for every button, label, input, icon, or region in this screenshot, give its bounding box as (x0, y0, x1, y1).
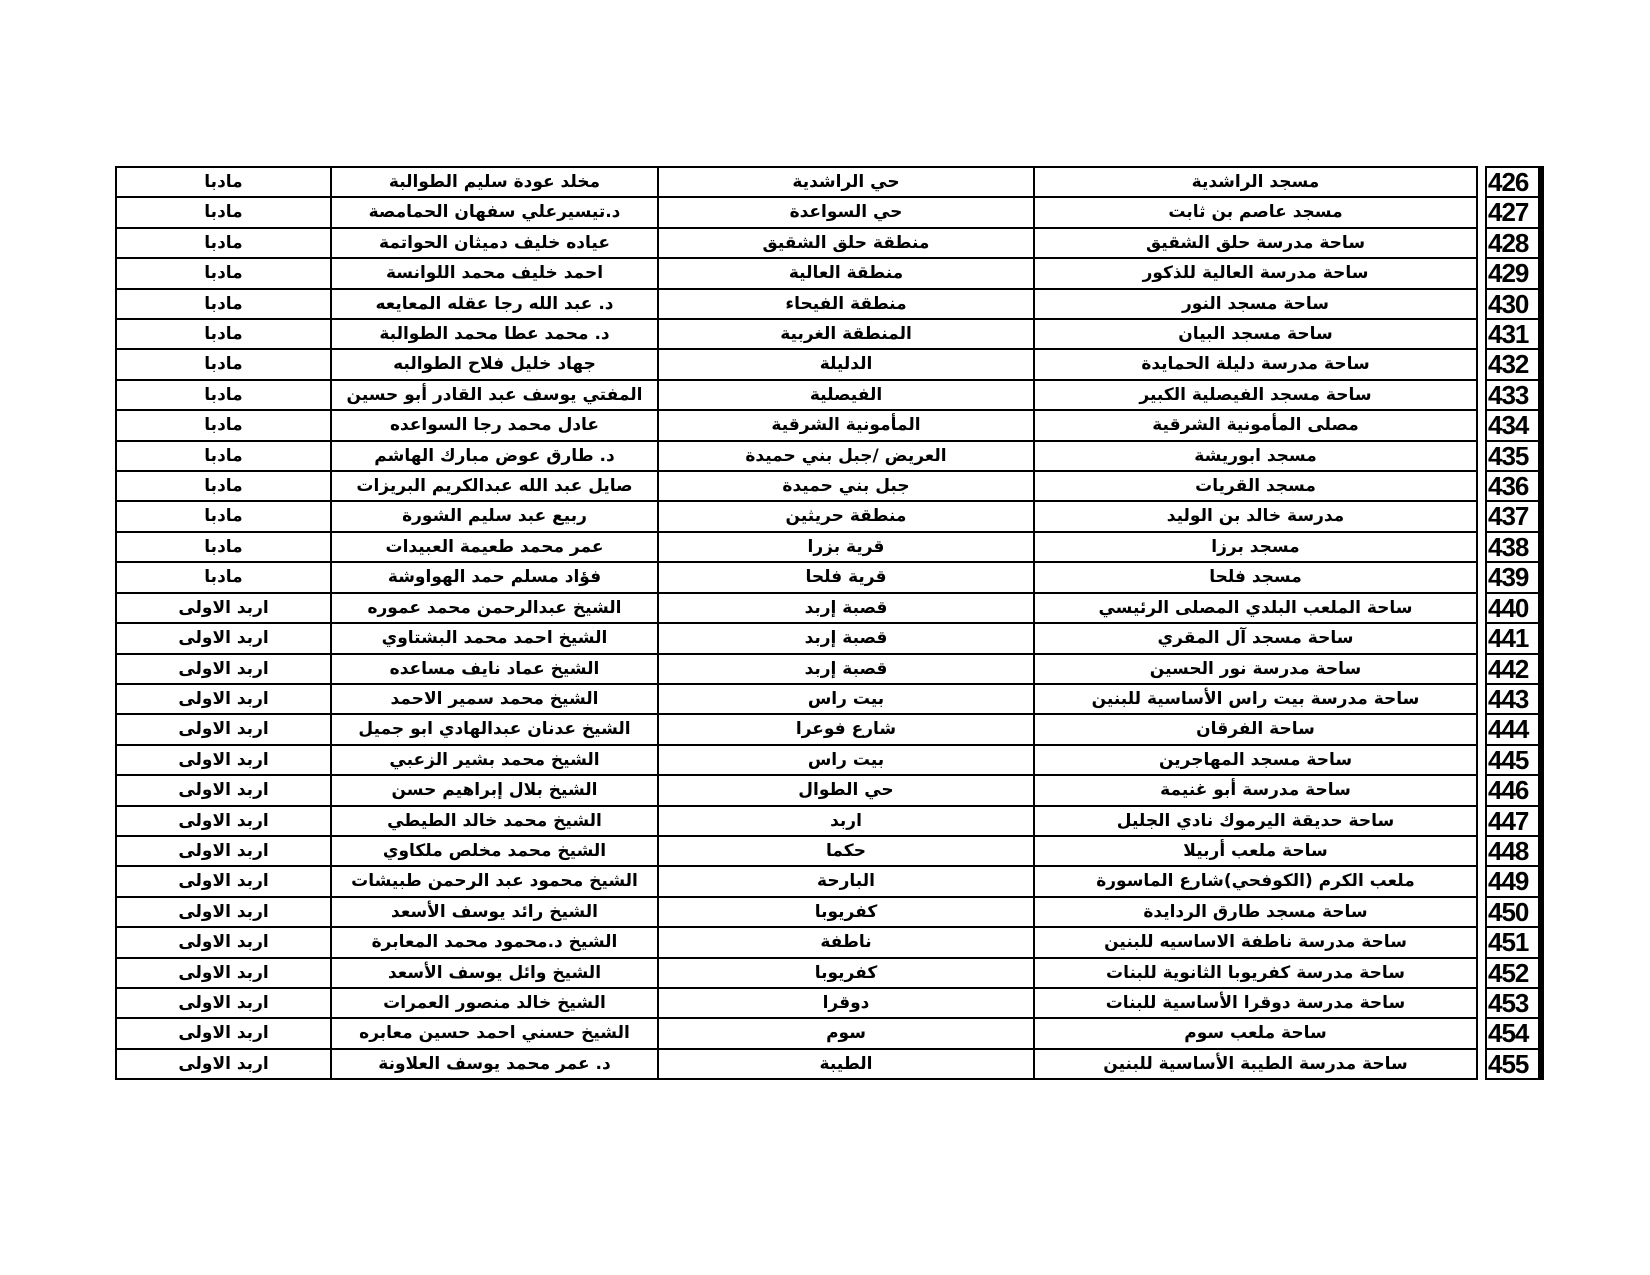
serial-number-cell: 443 (1486, 684, 1541, 714)
region-cell: اربد الاولى (116, 897, 331, 927)
table-row (116, 714, 1477, 744)
table-row (116, 501, 1477, 531)
serial-row (1486, 775, 1541, 805)
serial-row (1486, 289, 1541, 319)
assignee-name-cell: الشيخ رائد يوسف الأسعد (331, 897, 658, 927)
assignee-name-cell: د. محمد عطا محمد الطوالبة (331, 319, 658, 349)
table-row (116, 319, 1477, 349)
assignee-name-cell: د.تيسيرعلي سفهان الحمامصة (331, 197, 658, 227)
location-name-cell: مسجد برزا (1034, 532, 1477, 562)
assignee-name-cell: الشيخ بلال إبراهيم حسن (331, 775, 658, 805)
serial-number-cell: 429 (1486, 258, 1541, 288)
area-cell: شارع فوعرا (658, 714, 1034, 744)
area-cell: الدليلة (658, 349, 1034, 379)
serial-number-cell: 430 (1486, 289, 1541, 319)
region-cell: مادبا (116, 289, 331, 319)
area-cell: منطقة حلق الشقيق (658, 228, 1034, 258)
serial-row (1486, 228, 1541, 258)
table-row (116, 289, 1477, 319)
serial-number-cell: 453 (1486, 988, 1541, 1018)
area-cell: قرية بزرا (658, 532, 1034, 562)
region-cell: مادبا (116, 471, 331, 501)
serial-number-cell: 436 (1486, 471, 1541, 501)
serial-row (1486, 501, 1541, 531)
location-name-cell: ساحة مدرسة العالية للذكور (1034, 258, 1477, 288)
table-row (116, 441, 1477, 471)
assignee-name-cell: ربيع عبد سليم الشورة (331, 501, 658, 531)
location-name-cell: ساحة مسجد البيان (1034, 319, 1477, 349)
location-name-cell: مسجد عاصم بن ثابت (1034, 197, 1477, 227)
table-row (116, 927, 1477, 957)
assignee-name-cell: الشيخ محمد بشير الزعبي (331, 745, 658, 775)
region-cell: اربد الاولى (116, 988, 331, 1018)
region-cell: مادبا (116, 380, 331, 410)
locations-table (115, 166, 1478, 1080)
region-cell: اربد الاولى (116, 1018, 331, 1048)
region-cell: مادبا (116, 501, 331, 531)
serial-number-cell: 444 (1486, 714, 1541, 744)
area-cell: المنطقة الغربية (658, 319, 1034, 349)
serial-number-cell: 451 (1486, 927, 1541, 957)
area-cell: قصبة إربد (658, 623, 1034, 653)
serial-number-cell: 438 (1486, 532, 1541, 562)
area-cell: سوم (658, 1018, 1034, 1048)
serial-row (1486, 380, 1541, 410)
table-row (116, 623, 1477, 653)
region-cell: اربد الاولى (116, 775, 331, 805)
assignee-name-cell: الشيخ محمد خالد الطيطي (331, 806, 658, 836)
region-cell: مادبا (116, 562, 331, 592)
serial-row (1486, 806, 1541, 836)
region-cell: اربد الاولى (116, 654, 331, 684)
area-cell: اربد (658, 806, 1034, 836)
serial-row (1486, 441, 1541, 471)
serial-number-cell: 454 (1486, 1018, 1541, 1048)
serial-number-cell: 435 (1486, 441, 1541, 471)
table-row (116, 167, 1477, 197)
assignee-name-cell: المفتي يوسف عبد القادر أبو حسين (331, 380, 658, 410)
location-name-cell: ساحة مدرسة كفريوبا الثانوية للبنات (1034, 958, 1477, 988)
area-cell: جبل بني حميدة (658, 471, 1034, 501)
table-row (116, 836, 1477, 866)
location-name-cell: ساحة مدرسة أبو غنيمة (1034, 775, 1477, 805)
assignee-name-cell: الشيخ خالد منصور العمرات (331, 988, 658, 1018)
serial-row (1486, 410, 1541, 440)
assignee-name-cell: عياده خليف دميثان الحواتمة (331, 228, 658, 258)
serial-number-cell: 455 (1486, 1049, 1541, 1079)
area-cell: منطقة حريثين (658, 501, 1034, 531)
assignee-name-cell: الشيخ عبدالرحمن محمد عموره (331, 593, 658, 623)
table-row (116, 897, 1477, 927)
area-cell: كفريوبا (658, 897, 1034, 927)
area-cell: قرية فلحا (658, 562, 1034, 592)
assignee-name-cell: جهاد خليل فلاح الطوالبه (331, 349, 658, 379)
serial-row (1486, 654, 1541, 684)
region-cell: اربد الاولى (116, 684, 331, 714)
table-row (116, 228, 1477, 258)
location-name-cell: ساحة مسجد المهاجرين (1034, 745, 1477, 775)
area-cell: حي الراشدية (658, 167, 1034, 197)
serial-number-cell: 452 (1486, 958, 1541, 988)
region-cell: مادبا (116, 319, 331, 349)
region-cell: مادبا (116, 228, 331, 258)
region-cell: اربد الاولى (116, 866, 331, 896)
location-name-cell: ساحة مدرسة دليلة الحمايدة (1034, 349, 1477, 379)
assignee-name-cell: الشيخ عدنان عبدالهادي ابو جميل (331, 714, 658, 744)
assignee-name-cell: فؤاد مسلم حمد الهواوشة (331, 562, 658, 592)
serial-row (1486, 562, 1541, 592)
area-cell: حكما (658, 836, 1034, 866)
table-row (116, 258, 1477, 288)
assignee-name-cell: الشيخ حسني احمد حسين معابره (331, 1018, 658, 1048)
location-name-cell: ساحة حديقة اليرموك نادي الجليل (1034, 806, 1477, 836)
assignee-name-cell: د. عبد الله رجا عقله المعايعه (331, 289, 658, 319)
serial-row (1486, 471, 1541, 501)
serial-number-cell: 431 (1486, 319, 1541, 349)
table-row (116, 775, 1477, 805)
location-name-cell: ساحة الملعب البلدي المصلى الرئيسي (1034, 593, 1477, 623)
location-name-cell: ساحة مسجد طارق الردايدة (1034, 897, 1477, 927)
serial-number-cell: 426 (1486, 167, 1541, 197)
area-cell: البارحة (658, 866, 1034, 896)
area-cell: بيت راس (658, 745, 1034, 775)
location-name-cell: مسجد ابوريشة (1034, 441, 1477, 471)
region-cell: مادبا (116, 197, 331, 227)
serial-number-cell: 440 (1486, 593, 1541, 623)
area-cell: المأمونية الشرقية (658, 410, 1034, 440)
serial-number-cell: 427 (1486, 197, 1541, 227)
table-row (116, 593, 1477, 623)
serial-row (1486, 167, 1541, 197)
assignee-name-cell: الشيخ عماد نايف مساعده (331, 654, 658, 684)
serial-row (1486, 866, 1541, 896)
location-name-cell: ساحة ملعب سوم (1034, 1018, 1477, 1048)
area-cell: العريض /جبل بني حميدة (658, 441, 1034, 471)
assignee-name-cell: احمد خليف محمد اللوانسة (331, 258, 658, 288)
serial-number-cell: 442 (1486, 654, 1541, 684)
region-cell: مادبا (116, 532, 331, 562)
serial-row (1486, 836, 1541, 866)
location-name-cell: ساحة مدرسة ناطفة الاساسيه للبنين (1034, 927, 1477, 957)
area-cell: منطقة العالية (658, 258, 1034, 288)
region-cell: اربد الاولى (116, 806, 331, 836)
location-name-cell: مسجد فلحا (1034, 562, 1477, 592)
serial-number-cell: 428 (1486, 228, 1541, 258)
serial-row (1486, 349, 1541, 379)
assignee-name-cell: الشيخ محمد سمير الاحمد (331, 684, 658, 714)
table-row (116, 197, 1477, 227)
region-cell: مادبا (116, 167, 331, 197)
serial-number-cell: 448 (1486, 836, 1541, 866)
location-name-cell: ساحة مسجد الفيصلية الكبير (1034, 380, 1477, 410)
serial-row (1486, 988, 1541, 1018)
table-row (116, 988, 1477, 1018)
location-name-cell: ساحة مدرسة حلق الشقيق (1034, 228, 1477, 258)
serial-number-column (1485, 166, 1544, 1080)
area-cell: منطقة الفيحاء (658, 289, 1034, 319)
serial-number-cell: 432 (1486, 349, 1541, 379)
table-row (116, 654, 1477, 684)
area-cell: بيت راس (658, 684, 1034, 714)
locations-table-body (116, 167, 1477, 1079)
table-row (116, 471, 1477, 501)
assignee-name-cell: عادل محمد رجا السواعده (331, 410, 658, 440)
location-name-cell: ساحة مدرسة نور الحسين (1034, 654, 1477, 684)
region-cell: مادبا (116, 349, 331, 379)
serial-row (1486, 714, 1541, 744)
table-row (116, 562, 1477, 592)
table-row (116, 745, 1477, 775)
assignee-name-cell: الشيخ احمد محمد البشتاوي (331, 623, 658, 653)
location-name-cell: ساحة ملعب أربيلا (1034, 836, 1477, 866)
serial-row (1486, 745, 1541, 775)
location-name-cell: ساحة مسجد النور (1034, 289, 1477, 319)
assignee-name-cell: الشيخ محمود عبد الرحمن طبيشات (331, 866, 658, 896)
table-row (116, 866, 1477, 896)
serial-row (1486, 258, 1541, 288)
region-cell: اربد الاولى (116, 958, 331, 988)
serial-row (1486, 532, 1541, 562)
region-cell: اربد الاولى (116, 623, 331, 653)
area-cell: ناطفة (658, 927, 1034, 957)
area-cell: قصبة إربد (658, 654, 1034, 684)
region-cell: اربد الاولى (116, 593, 331, 623)
assignee-name-cell: عمر محمد طعيمة العبيدات (331, 532, 658, 562)
location-name-cell: ساحة الفرقان (1034, 714, 1477, 744)
serial-number-cell: 441 (1486, 623, 1541, 653)
serial-number-cell: 439 (1486, 562, 1541, 592)
table-row (116, 684, 1477, 714)
table-row (116, 806, 1477, 836)
serial-number-cell: 434 (1486, 410, 1541, 440)
area-cell: كفريوبا (658, 958, 1034, 988)
serial-row (1486, 593, 1541, 623)
region-cell: اربد الاولى (116, 927, 331, 957)
area-cell: دوقرا (658, 988, 1034, 1018)
assignee-name-cell: الشيخ د.محمود محمد المعابرة (331, 927, 658, 957)
table-row (116, 532, 1477, 562)
table-row (116, 349, 1477, 379)
serial-number-cell: 450 (1486, 897, 1541, 927)
area-cell: حي الطوال (658, 775, 1034, 805)
region-cell: اربد الاولى (116, 1049, 331, 1079)
serial-column-body (1486, 167, 1541, 1079)
serial-number-cell: 449 (1486, 866, 1541, 896)
serial-row (1486, 897, 1541, 927)
serial-row (1486, 1018, 1541, 1048)
assignee-name-cell: الشيخ محمد مخلص ملكاوي (331, 836, 658, 866)
region-cell: مادبا (116, 258, 331, 288)
serial-number-cell: 445 (1486, 745, 1541, 775)
serial-number-cell: 446 (1486, 775, 1541, 805)
location-name-cell: مدرسة خالد بن الوليد (1034, 501, 1477, 531)
serial-row (1486, 958, 1541, 988)
table-row (116, 958, 1477, 988)
serial-number-cell: 447 (1486, 806, 1541, 836)
region-cell: اربد الاولى (116, 714, 331, 744)
location-name-cell: مسجد الراشدية (1034, 167, 1477, 197)
table-row (116, 410, 1477, 440)
assignee-name-cell: مخلد عودة سليم الطوالبة (331, 167, 658, 197)
location-name-cell: ملعب الكرم (الكوفحي)شارع الماسورة (1034, 866, 1477, 896)
area-cell: قصبة إربد (658, 593, 1034, 623)
serial-row (1486, 319, 1541, 349)
location-name-cell: ساحة مسجد آل المقري (1034, 623, 1477, 653)
table-row (116, 1049, 1477, 1079)
location-name-cell: ساحة مدرسة الطيبة الأساسية للبنين (1034, 1049, 1477, 1079)
region-cell: اربد الاولى (116, 745, 331, 775)
location-name-cell: مصلى المأمونية الشرقية (1034, 410, 1477, 440)
assignee-name-cell: صايل عبد الله عبدالكريم البريزات (331, 471, 658, 501)
region-cell: مادبا (116, 410, 331, 440)
serial-row (1486, 623, 1541, 653)
assignee-name-cell: الشيخ وائل يوسف الأسعد (331, 958, 658, 988)
serial-number-cell: 433 (1486, 380, 1541, 410)
region-cell: اربد الاولى (116, 836, 331, 866)
serial-row (1486, 197, 1541, 227)
serial-row (1486, 684, 1541, 714)
serial-row (1486, 1049, 1541, 1079)
location-name-cell: ساحة مدرسة دوقرا الأساسية للبنات (1034, 988, 1477, 1018)
location-name-cell: مسجد القريات (1034, 471, 1477, 501)
area-cell: الفيصلية (658, 380, 1034, 410)
assignee-name-cell: د. عمر محمد يوسف العلاونة (331, 1049, 658, 1079)
assignee-name-cell: د. طارق عوض مبارك الهاشم (331, 441, 658, 471)
area-cell: الطيبة (658, 1049, 1034, 1079)
table-row (116, 1018, 1477, 1048)
region-cell: مادبا (116, 441, 331, 471)
serial-number-cell: 437 (1486, 501, 1541, 531)
area-cell: حي السواعدة (658, 197, 1034, 227)
location-name-cell: ساحة مدرسة بيت راس الأساسية للبنين (1034, 684, 1477, 714)
table-row (116, 380, 1477, 410)
serial-row (1486, 927, 1541, 957)
